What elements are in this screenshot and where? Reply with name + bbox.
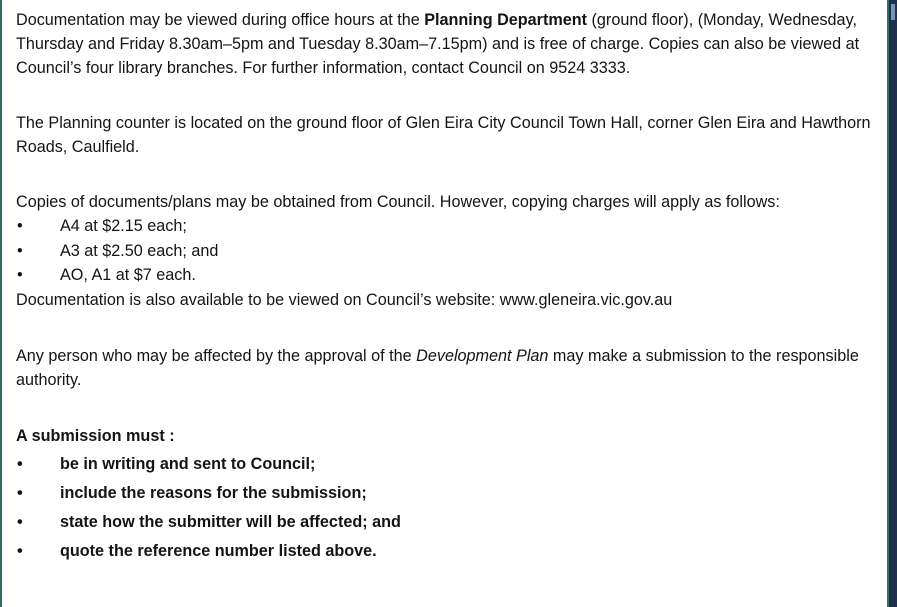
scroll-tab[interactable] [891, 4, 895, 20]
bullet: • [17, 541, 23, 560]
list-item: • include the reasons for the submission; [16, 481, 878, 510]
list-item: • A3 at $2.50 each; and [16, 239, 878, 264]
bullet: • [17, 454, 23, 473]
submission-paragraph: Any person who may be affected by the approval of the Development Plan may make a submission to the responsible authority. [16, 346, 859, 389]
bullet: • [17, 241, 23, 260]
copies-intro: Copies of documents/plans may be obtained from Council. However, copying charges will apply as follows: [16, 193, 780, 211]
submission-heading: A submission must : [16, 426, 175, 445]
list-item: • be in writing and sent to Council; [16, 452, 878, 481]
list-item: • AO, A1 at $7 each. [16, 263, 878, 288]
document-body [16, 8, 878, 568]
planning-counter-paragraph: The Planning counter is located on the ground floor of Glen Eira City Council Town Hall, corner Glen Eira and Hawthorn Roads, Caulfield. [16, 114, 871, 156]
bullet: • [17, 512, 23, 531]
list-item: • quote the reference number listed above. [16, 539, 878, 568]
list-item: • A4 at $2.15 each; [16, 214, 878, 239]
window-edge-strip [889, 0, 897, 607]
planning-department-label: Planning Department [424, 11, 588, 29]
list-item: • state how the submitter will be affected; and [16, 510, 878, 539]
submission-requirements-list [16, 452, 878, 568]
copy-charges-list [16, 214, 878, 288]
development-plan-label: Development Plan [416, 346, 549, 365]
viewing-hours-paragraph: Documentation may be viewed during office hours at the Planning Department (ground floor), (Monday, Wednesday, Thursday and Friday 8.30am–5pm and Tuesday 8.30am–7.15pm) and is free of charge. Copies can also be viewed at Council’s four library branches. For further information, contact Council on 9524 3333. [16, 11, 860, 77]
bullet: • [17, 483, 23, 502]
bullet: • [17, 217, 23, 235]
bullet: • [17, 266, 23, 284]
website-line: Documentation is also available to be viewed on Council’s website: www.gleneira.vic.gov.au [16, 290, 673, 309]
